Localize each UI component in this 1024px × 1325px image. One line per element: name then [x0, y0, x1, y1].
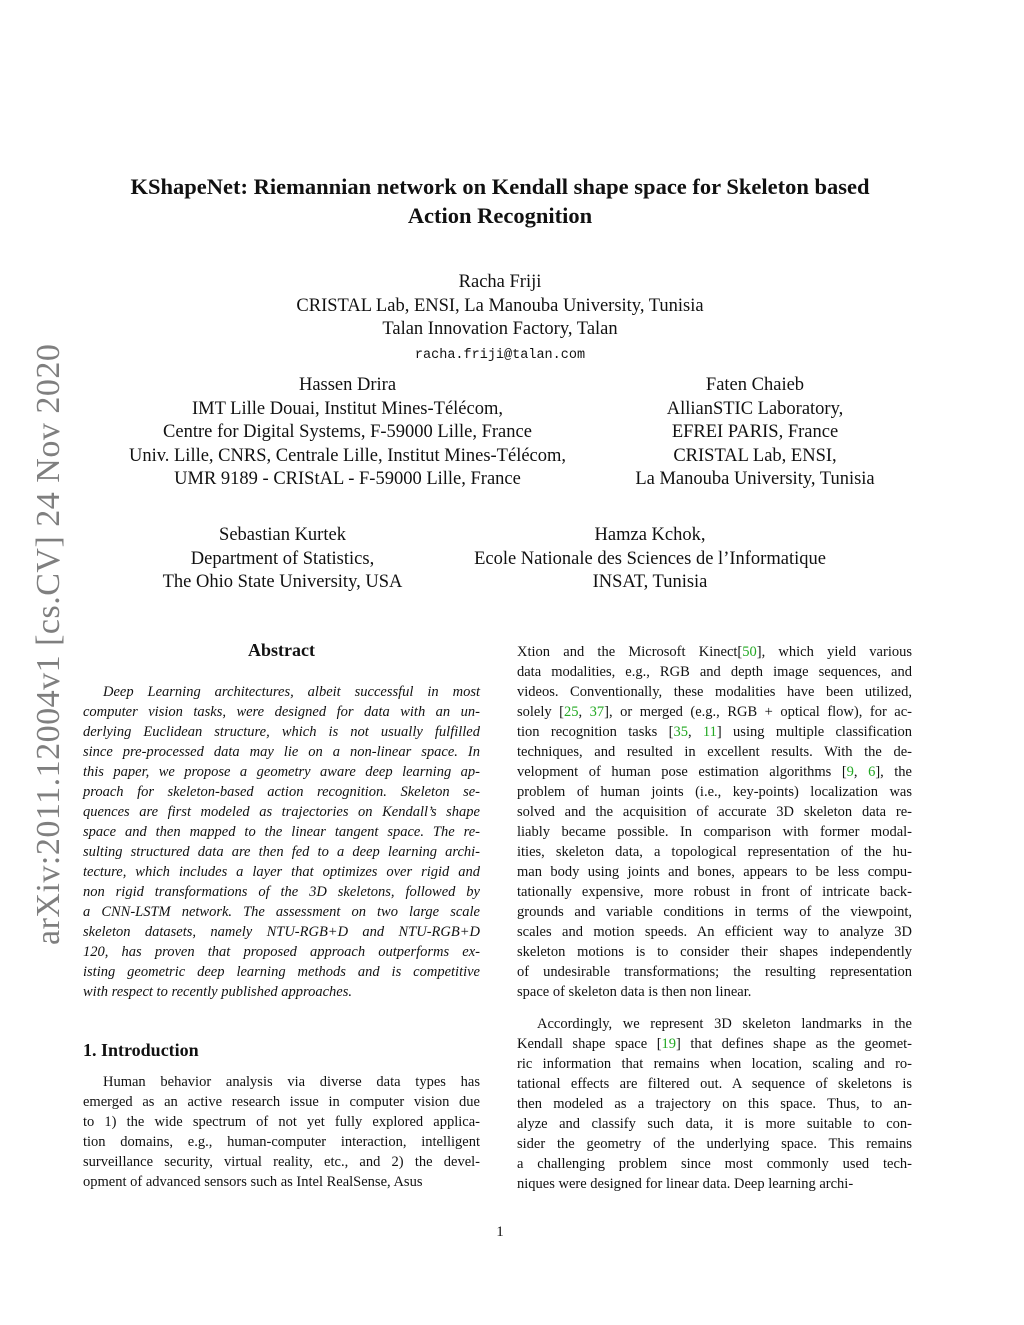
text-line — [517, 662, 912, 682]
author-hamza-kchok — [440, 524, 860, 595]
text-segment: Accordingly, we represent 3D skeleton landmarks in the — [537, 1016, 912, 1032]
text-line — [517, 682, 912, 702]
abstract-heading: Abstract — [248, 640, 315, 660]
text-segment: grounds and variable conditions in terms of the viewpoint, — [517, 904, 912, 920]
text-line — [517, 902, 912, 922]
text-segment: then modeled as a trajectory on this space. Thus, to an- — [517, 1096, 912, 1112]
right-column-paragraph-2 — [517, 1014, 912, 1194]
author-affiliation: CRISTAL Lab, ENSI, La Manouba University, Tunisia — [296, 295, 704, 316]
text-line — [517, 942, 912, 962]
citation-link[interactable]: 35 — [673, 724, 688, 740]
text-line — [517, 962, 912, 982]
author-affiliation: INSAT, Tunisia — [592, 572, 708, 592]
text-line: emerged as an active research issue in computer vision due — [83, 1094, 480, 1110]
text-line: proach for skeleton-based action recognition. Skeleton se- — [83, 784, 480, 800]
text-segment: videos. Conventionally, these modalities have been utilized, — [517, 684, 912, 700]
author-affiliation: Centre for Digital Systems, F-59000 Lille, France — [163, 422, 532, 442]
text-segment: problem of human joints (i.e., key-points) localization was — [517, 784, 912, 800]
text-line — [517, 762, 912, 782]
text-line — [517, 642, 912, 662]
citation-link[interactable]: 6 — [868, 764, 876, 780]
text-segment: , — [687, 724, 703, 740]
text-line: quences are first modeled as trajectories on Kendall’s shape — [83, 804, 480, 820]
author-name: Faten Chaieb — [705, 375, 805, 395]
text-line: a CNN-LSTM network. The assessment on two large scale — [83, 904, 480, 920]
author-faten-chaieb — [605, 374, 905, 492]
title-line: Action Recognition — [407, 203, 593, 228]
text-segment: solved and the acquisition of accurate 3D skeleton data re- — [517, 804, 912, 820]
paper-title — [80, 172, 920, 230]
author-affiliation: Talan Innovation Factory, Talan — [382, 319, 618, 339]
citation-link[interactable]: 50 — [742, 644, 757, 660]
author-affiliation: Department of Statistics, — [190, 548, 375, 569]
author-racha-friji — [200, 271, 800, 367]
author-affiliation: EFREI PARIS, France — [671, 422, 839, 442]
text-segment: , — [853, 764, 869, 780]
text-segment: man body using joints and bones, appears to be less compu- — [517, 864, 912, 880]
text-line — [517, 982, 912, 1002]
text-segment: solely [ — [517, 704, 564, 720]
text-line: with respect to recently published approaches. — [83, 984, 353, 1000]
text-line — [517, 842, 912, 862]
text-segment: ], the — [875, 764, 912, 780]
text-segment: Kendall shape space [ — [517, 1036, 662, 1052]
author-affiliation: AllianSTIC Laboratory, — [666, 398, 844, 419]
text-line — [517, 922, 912, 942]
text-line — [517, 1034, 912, 1054]
text-segment: ] using multiple classification — [716, 724, 912, 740]
text-segment: scales and motion speeds. An efficient way to analyze 3D — [517, 924, 912, 940]
text-line: skeleton datasets, namely NTU-RGB+D and NTU-RGB+D — [83, 924, 480, 940]
text-line — [517, 702, 912, 722]
text-line — [517, 1074, 912, 1094]
text-line: tion domains, e.g., human-computer interaction, intelligent — [83, 1134, 480, 1150]
author-affiliation: Ecole Nationale des Sciences de l’Informatique — [474, 548, 826, 569]
text-segment: space of skeleton data is then non linear. — [517, 984, 752, 1000]
text-line — [517, 722, 912, 742]
text-segment: , — [578, 704, 590, 720]
text-segment: sider the geometry of the underlying space. This remains — [517, 1136, 912, 1152]
author-affiliation: IMT Lille Douai, Institut Mines-Télécom, — [191, 398, 503, 419]
text-line — [517, 1054, 912, 1074]
author-name: Racha Friji — [458, 272, 542, 292]
text-line: surveillance security, virtual reality, etc., and 2) the devel- — [83, 1154, 480, 1170]
text-segment: skeleton motions is to consider their shapes independently — [517, 944, 912, 960]
abstract-body — [83, 682, 480, 1002]
text-segment: Xtion and the Microsoft Kinect[ — [517, 644, 743, 660]
text-line: space and then mapped to the linear tangent space. The re- — [83, 824, 480, 840]
citation-link[interactable]: 11 — [702, 724, 717, 740]
author-affiliation: Univ. Lille, CNRS, Centrale Lille, Institut Mines-Télécom, — [128, 445, 567, 466]
text-segment: tational effects are filtered out. A sequence of skeletons is — [517, 1076, 912, 1092]
author-name: Sebastian Kurtek — [219, 525, 346, 545]
text-line: sulting structured data are then fed to a deep learning archi- — [83, 844, 480, 860]
text-segment: alyze and classify such data, it is more suitable to con- — [517, 1116, 912, 1132]
author-hassen-drira — [90, 374, 605, 492]
paragraph-gap — [517, 1002, 912, 1014]
text-line: Deep Learning architectures, albeit successful in most — [103, 684, 480, 700]
arxiv-identifier: arXiv:2011.12004v1 [cs.CV] 24 Nov 2020 — [30, 343, 67, 945]
text-line — [517, 782, 912, 802]
text-line — [517, 802, 912, 822]
citation-link[interactable]: 19 — [661, 1036, 677, 1052]
text-line: since pre-processed data may lie on a non-linear space. In — [83, 744, 480, 760]
text-line: to 1) the wide spectrum of not yet fully explored applica- — [83, 1114, 480, 1130]
text-line — [517, 1154, 912, 1174]
text-segment: of undesirable transformations; the resulting representation — [517, 964, 912, 980]
text-segment: velopment of human pose estimation algorithms [ — [517, 764, 847, 780]
citation-link[interactable]: 37 — [589, 704, 605, 720]
text-line — [517, 1174, 912, 1194]
text-line — [517, 1134, 912, 1154]
right-column — [517, 642, 912, 1194]
author-affiliation: UMR 9189 - CRIStAL - F-59000 Lille, France — [174, 469, 521, 489]
author-affiliation: La Manouba University, Tunisia — [635, 469, 875, 489]
right-column-paragraph-1 — [517, 642, 912, 1002]
text-line: isting geometric deep learning methods and is competitive — [83, 964, 480, 980]
text-segment: ric information that remains when location, scaling and ro- — [517, 1056, 912, 1072]
text-line — [517, 822, 912, 842]
text-line — [517, 742, 912, 762]
text-line: this paper, we propose a geometry aware deep learning ap- — [83, 764, 480, 780]
title-line: KShapeNet: Riemannian network on Kendall shape space for Skeleton based — [130, 174, 870, 199]
text-segment: a challenging problem since most commonly used tech- — [517, 1156, 912, 1172]
text-line — [517, 1114, 912, 1134]
text-segment: ities, skeleton data, a topological representation of the hu- — [517, 844, 912, 860]
text-line — [517, 1094, 912, 1114]
text-line: derlying Euclidean structure, which is not usually fulfilled — [83, 724, 480, 740]
text-line: opment of advanced sensors such as Intel RealSense, Asus — [83, 1174, 423, 1190]
text-line: tecture, which includes a layer that optimizes over rigid and — [83, 864, 480, 880]
text-segment: tationally expensive, more robust in front of intricate back- — [517, 884, 912, 900]
introduction-body — [83, 1072, 480, 1192]
text-segment: data modalities, e.g., RGB and depth image sequences, and — [517, 664, 912, 680]
author-name: Hamza Kchok, — [594, 525, 706, 545]
author-affiliation: The Ohio State University, USA — [162, 572, 403, 592]
page-number: 1 — [496, 1224, 504, 1240]
author-email[interactable]: racha.friji@talan.com — [414, 347, 586, 363]
section-heading-introduction: 1. Introduction — [83, 1040, 199, 1060]
text-line: Human behavior analysis via diverse data types has — [103, 1074, 480, 1090]
text-segment: liably became possible. In comparison with former modal- — [517, 824, 912, 840]
author-name: Hassen Drira — [298, 375, 397, 395]
text-line: 120, has proven that proposed approach outperforms ex- — [83, 944, 480, 960]
text-segment: tion recognition tasks [ — [517, 724, 674, 740]
author-affiliation: CRISTAL Lab, ENSI, — [673, 445, 837, 466]
text-segment: ], or merged (e.g., RGB + optical flow), for ac- — [604, 704, 912, 720]
text-segment: techniques, and resulted in excellent results. With the de- — [517, 744, 912, 760]
text-line — [517, 882, 912, 902]
author-sebastian-kurtek — [130, 524, 435, 595]
text-segment: niques were designed for linear data. Deep learning archi- — [517, 1176, 854, 1192]
text-line — [517, 862, 912, 882]
citation-link[interactable]: 25 — [563, 704, 579, 720]
text-segment: ], which yield various — [756, 644, 912, 660]
text-line: computer vision tasks, were designed for data with an un- — [83, 704, 480, 720]
text-line — [517, 1014, 912, 1034]
text-segment: ] that defines shape as the geomet- — [676, 1036, 912, 1052]
text-line: non rigid transformations of the 3D skeletons, followed by — [83, 884, 480, 900]
citation-link[interactable]: 9 — [846, 764, 854, 780]
